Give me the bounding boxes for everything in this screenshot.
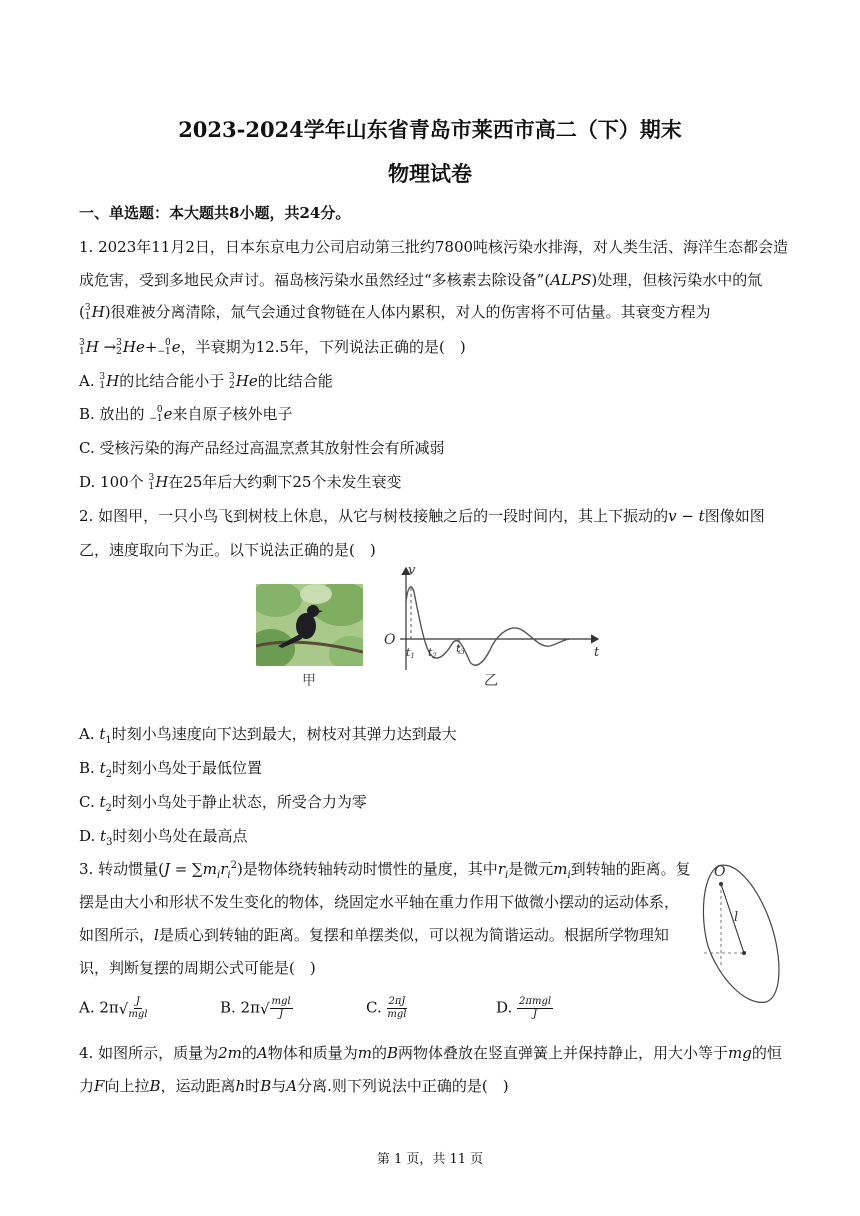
q4-line2: 力F向上拉B，运动距离h时B与A分离.则下列说法中正确的是( ) <box>79 1077 509 1095</box>
paper-subtitle: 物理试卷 <box>388 161 472 186</box>
q2-option-b: B. $t_2$时刻小鸟处于最低位置 <box>79 759 262 780</box>
length-label: l <box>734 910 739 925</box>
q1-line3: ( 3 1 H)很难被分离清除，氚气会通过食物链在人体内累积，对人的伤害将不可估量。其衰变方程为 <box>79 303 711 322</box>
q1-option-c: C. 受核污染的海产品经过高温烹煮其放射性会有所减弱 <box>79 439 445 457</box>
q2-option-c: C. $t_2$时刻小鸟处于静止状态，所受合力为零 <box>79 793 367 814</box>
q3-option-a: A. 2π√ $\frac{J}{\text{mgl}}$ <box>79 996 148 1020</box>
length-line <box>721 884 744 953</box>
paper-title: 2023-2024学年山东省青岛市莱西市高二（下）期末 <box>178 117 682 142</box>
v-axis-label: v <box>408 563 416 578</box>
pivot-label: O <box>714 864 726 880</box>
q3-line4: 识，判断复摆的周期公式可能是( ) <box>79 959 316 977</box>
bird-photo <box>256 584 363 666</box>
q3-line3: 如图所示，l是质心到转轴的距离。复摆和单摆类似，可以视为简谐运动。根据所学物理知 <box>79 926 669 944</box>
vt-graph <box>380 562 610 672</box>
q3-option-c: C. $\frac{2\pi J}{\text{mgl}}$ <box>366 996 407 1020</box>
q3-option-b: B. 2π√ $\frac{\text{mgl}}{J}$ <box>220 996 291 1020</box>
page-footer: 第 1 页，共 11 页 <box>376 1152 484 1167</box>
q1-option-a: A. 3 1 H的比结合能小于 3 2 He的比结合能 <box>79 372 333 391</box>
pendulum-body <box>703 865 779 1002</box>
q2-line1: 2. 如图甲，一只小鸟飞到树枝上休息，从它与树枝接触之后的一段时间内，其上下振动的v − t图像如图 <box>79 507 765 525</box>
q2-line2: 乙，速度取向下为正。以下说法正确的是( ) <box>79 541 376 559</box>
q1-line4: 3 1 H → 3 2 He+ 0 −1 e，半衰期为12.5年，下列说法正确的是( ) <box>79 338 466 357</box>
q1-line2: 成危害，受到多地民众声讨。福岛核污染水虽然经过“多核素去除设备”(ALPS)处理，但核污染水中的氚 <box>79 271 763 289</box>
t-axis-label: t <box>594 645 600 660</box>
figure-label-yi: 乙 <box>484 673 498 689</box>
origin-label: O <box>384 632 396 648</box>
q3-line2: 摆是由大小和形状不发生变化的物体，绕固定水平轴在重力作用下做微小摆动的运动体系， <box>79 893 680 911</box>
q3-line1: 3. 转动惯量$(J = \sum m_ir_i^2)$是物体绕转轴转动时惯性的量度，其中$r_i$是微元$m_i$到转轴的距离。复 <box>79 860 691 881</box>
section-heading: 一、单选题：本大题共8小题，共24分。 <box>79 204 351 222</box>
q3-option-d: D. $\frac{\text{2πmgl}}{J}$ <box>496 996 552 1020</box>
q1-line1: 1. 2023年11月2日，日本东京电力公司启动第三批约7800吨核污染水排海，对人类生活、海洋生态都会造 <box>79 238 789 256</box>
q1-option-d: D. 100个 3 1 H在25年后大约剩下25个未发生衰变 <box>79 473 402 492</box>
q1-option-b: B. 放出的 0 −1 e来自原子核外电子 <box>79 405 293 424</box>
t2-label: t2 <box>428 646 437 660</box>
compound-pendulum-figure <box>696 856 788 1008</box>
q2-option-a: A. $t_1$时刻小鸟速度向下达到最大，树枝对其弹力达到最大 <box>79 725 457 746</box>
t1-label: t1 <box>406 646 415 660</box>
q4-line1: 4. 如图所示，质量为2m的A物体和质量为m的B两物体叠放在竖直弹簧上并保持静止，用大小等于mg的恒 <box>79 1044 782 1062</box>
q2-option-d: D. $t_3$时刻小鸟处在最高点 <box>79 827 248 848</box>
figure-label-jia: 甲 <box>302 673 316 689</box>
t3-label: t3 <box>456 642 465 656</box>
